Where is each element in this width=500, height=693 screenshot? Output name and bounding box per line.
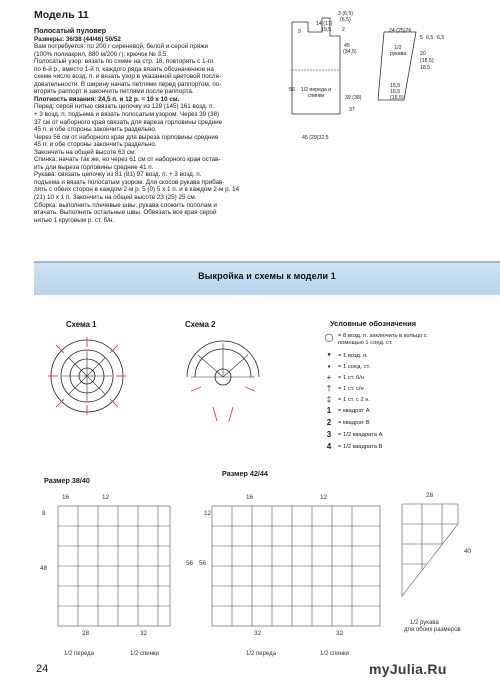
sleeve-dim: 18,5 [420,65,431,71]
grid2-right-caption: 1/2 спинки [320,651,349,657]
dc-icon: † [326,384,332,393]
ring-icon: ◯ [324,333,334,342]
text-line: Спинка: начать так же, но через 61 см от наборного края остав- [34,156,221,164]
body-dim: 45 (29)32,5 [302,135,329,141]
grid1-bottom-dim: 28 [82,630,90,637]
body-dim: 14 (17) [316,21,333,27]
body-dim: 19,5 [321,27,332,33]
sizes-line: Размеры: 36/38 (44/46) 50/52 [34,35,121,43]
grid1-top-dim: 16 [62,494,70,501]
text-line: по 6-й р., вместо 1-й п. каждого ряда вязать обозначенное на [34,65,214,73]
body-dim: 56 [289,87,295,93]
body-label: 1/2 переда и спинки [300,87,332,99]
text-line: Рукава: связать цепочку из 81 (81) 97 возд. п. + 3 возд. п. [34,171,202,179]
pattern-text [34,10,252,224]
sleeve-dim: (18,5) [420,58,434,64]
scheme2-label: Схема 2 [185,320,216,329]
sleeve-label: 1/2 рукава [389,45,407,57]
text-line: 45 п. и обе стороны закончить раздельно. [34,141,157,149]
chain-icon: ● [327,352,331,358]
grid2-top-dim: 16 [246,494,254,501]
sleeve-dim: (16,5) [390,95,404,101]
square-b-key: 2 [326,418,332,427]
legend-row: = квадрат В [338,420,370,426]
sleeve-dim: 6,5 [426,35,434,41]
body-dim: 45 [344,43,350,49]
grid2-left-caption: 1/2 переда [246,651,276,657]
grid2-bottom-dim: 32 [336,630,344,637]
model-title: Модель 11 [34,9,89,21]
text-line: вторять раппорт и закончить петлями после раппорта. [34,88,194,96]
legend-row: = 1/2 квадрата В [338,444,383,450]
sc-icon: + [326,373,332,382]
text-line: Закончить на общей высоте 63 см. [34,148,137,156]
grid2-top-dim: 12 [320,494,328,501]
legend-row: = 1/2 квадрата А [338,432,383,438]
legend-row: = 1 ст. с/н [338,386,364,392]
square-a-key: 1 [326,406,332,415]
half-b-key: 4 [326,442,332,451]
grid1-top-dim: 12 [102,494,110,501]
sleeve-grid [398,500,462,600]
grid1-left-caption: 1/2 переда [64,651,94,657]
body-dim: 37 [349,107,355,113]
sleeve-caption: для обоих размеров [404,627,461,633]
body-dim: 3 (6,5) [338,11,353,17]
tr-icon: ‡ [326,395,332,404]
body-dim: 2 [342,27,345,33]
sleeve-dim: 24 (25)26 [389,28,412,34]
grid1-right-dim: 56 [186,560,194,567]
sleeve-right-dim: 40 [464,548,472,555]
body-dim: 9 [298,29,301,35]
banner-title: Выкройка и схемы к модели 1 [198,271,336,281]
sleeve-dim: 5 [420,35,423,41]
text-line: Перед: серой нитью связать цепочку из 129 (145) 161 возд. п. [34,103,215,111]
sleeve-top-dim: 28 [426,492,434,499]
text-line: (100% полиакрил, 880 м/200 г); крючок № 3,5. [34,50,168,58]
grid2-right-dim: 56 [199,560,207,567]
scheme1-label: Схема 1 [66,320,97,329]
legend-row: = квадрат А [338,408,370,414]
sleeve-dim: 20 [420,51,426,57]
sleeve-dim: 16,5 [390,83,401,89]
scheme1-diagram [42,331,132,421]
text-line: (21) 10 х 1 п. Закончить на общей высоте 23 (25) 25 см. [34,194,197,202]
slip-stitch-icon: • [327,362,331,371]
sleeve-dim: 6,5 [437,35,445,41]
sleeve-caption: 1/2 рукава [410,620,439,626]
sleeve-dim: 16,5 [390,89,401,95]
grid2-left-dim: 12 [204,510,212,517]
text-line: + 3 возд. п. подъема и вязать полосатым узором. Через 39 (38) [34,111,220,119]
text-line: Вам потребуется: по 200 г сиреневой, белой и серой пряжи [34,43,208,51]
text-line: Через 56 см от наборного края для выреза горловины средние [34,133,219,141]
legend-row: = 1 возд. п. [338,353,368,359]
legend-row: = 8 возд. п. заключить в кольцо с помощью 1 соед. ст. [338,333,427,346]
legend-title: Условные обозначения [330,319,417,328]
half-a-key: 3 [326,430,332,439]
grid2 [208,496,388,634]
grid1-bottom-dim: 32 [140,630,148,637]
text-line: 37 см от наборного края связать для вареза горловины средние [34,118,223,126]
page-number: 24 [36,663,49,675]
text-line: 45 п. и обе стороны закончить раздельно. [34,126,157,134]
legend-row: = 1 ст. б/н [338,375,365,381]
text-line: подъема и вязать полосатым узором. Для скосов рукава прибав- [34,178,225,186]
site-logo: myJulia.Ru [369,661,447,677]
grid1-left-dim: 8 [42,510,46,517]
text-line: лять с обеих сторон в каждом 2-м р. 5 (0) 5 х 1 п. и в каждом 2-м р. 14 [34,186,240,194]
legend-row: = 1 ст. с 2 н. [338,397,371,403]
body-dim: (6,5) [340,17,351,23]
text-line: Полосатый узор: вязать по схеме на стр. 18, повторять с 1-го [34,58,214,66]
size2-label: Размер 42/44 [222,469,268,478]
text-line: довательности. В ширину начать петлями перед раппортом, по- [34,80,222,88]
grid1-left-dim: 48 [40,565,48,572]
text-line: нитью 1 круговым р. ст. б/н. [34,216,115,224]
grid1 [54,498,184,634]
grid2-bottom-dim: 32 [254,630,262,637]
model-subtitle: Полосатый пуловер [34,26,107,35]
body-dim: (34,5) [343,49,357,55]
grid1-right-caption: 1/2 спинки [130,651,159,657]
size1-label: Размер 38/40 [44,476,90,485]
text-line: схеме число возд. п. и вязать узор в указанной цветовой после- [34,73,222,81]
text-line: ить для выреза горловины средние 41 п. [34,163,154,171]
text-line: Плотность вязания: 24,5 п. и 12 р. = 10 х 10 см. [34,95,180,103]
text-line: втачать. Выполнить остальные швы. Обвязать все края серой [34,209,217,217]
scheme2-diagram [183,333,263,428]
text-line: Сборка: выполнить плечевые швы; рукава сложить пополам и [34,201,217,209]
body-dim: 39 (38) [345,95,362,101]
legend-row: = 1 соед. ст. [338,364,371,370]
